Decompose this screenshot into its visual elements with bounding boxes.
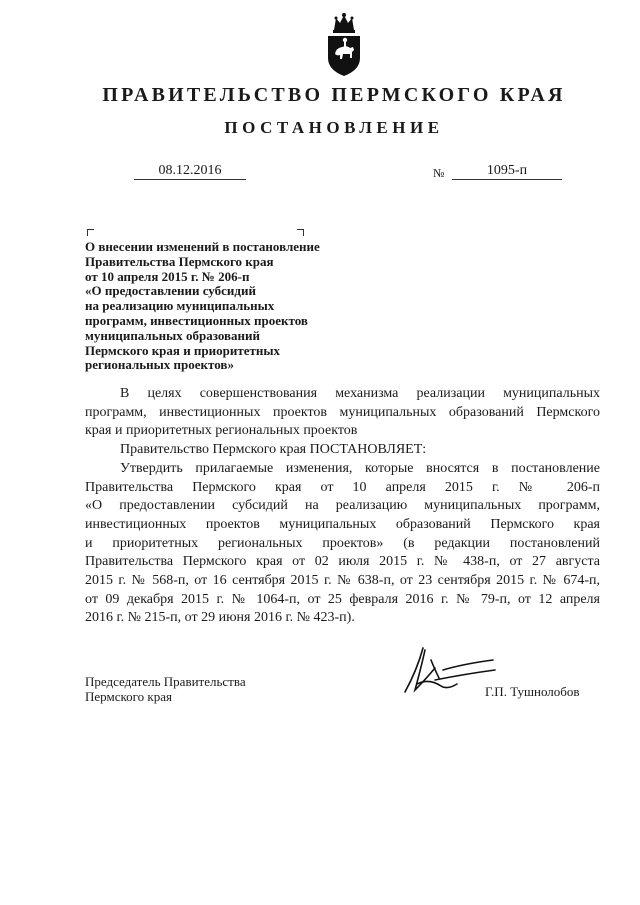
document-subject [85, 240, 375, 373]
subject-line: на реализацию муниципальных [85, 298, 275, 314]
subject-line: Правительства Пермского края [85, 253, 274, 269]
subject-line: «О предоставлении субсидий [85, 283, 256, 299]
subject-line: от 10 апреля 2015 г. № 206-п [85, 268, 250, 284]
body-line: от 09 декабря 2015 г. № 1064-п, от 25 февраля 2016 г. № 79-п, от 12 апреля [85, 591, 600, 607]
body-line: Утвердить прилагаемые изменения, которые вносятся в постановление [120, 460, 600, 476]
body-line: края и приоритетных региональных проектов [85, 423, 358, 439]
subject-line: региональных проектов» [85, 357, 234, 373]
subject-line: муниципальных образований [85, 327, 261, 343]
body-line: 2015 г. № 568-п, от 16 сентября 2015 г. № 638-п, от 23 сентября 2015 г. № 674-п, [85, 573, 600, 589]
signer-position [85, 674, 246, 704]
subject-line: Пермского края и приоритетных [85, 342, 281, 358]
document-number: 1095-п [452, 163, 562, 180]
subject-line: программ, инвестиционных проектов [85, 312, 308, 328]
body-line: и приоритетных региональных проектов» (в редакции постановлений [85, 535, 600, 551]
body-line: 2016 г. № 215-п, от 29 июня 2016 г. № 423-п). [85, 610, 355, 626]
subject-corner-mark-left [87, 229, 94, 236]
body-line: инвестиционных проектов муниципальных образований Пермского края [85, 516, 600, 532]
document-type: ПОСТАНОВЛЕНИЕ [224, 118, 444, 137]
subject-corner-mark-right [297, 229, 304, 236]
perm-krai-coat-of-arms-icon [323, 12, 365, 78]
government-title: ПРАВИТЕЛЬСТВО ПЕРМСКОГО КРАЯ [102, 84, 566, 106]
signer-name: Г.П. Тушнолобов [485, 684, 580, 699]
body-line: программ, инвестиционных проектов муниципальных образований Пермского [85, 404, 600, 420]
document-date: 08.12.2016 [134, 163, 246, 180]
body-line: Правительства Пермского края от 10 апреля 2015 г. № 206-п [85, 479, 600, 495]
subject-line: О внесении изменений в постановление [85, 239, 320, 254]
body-line: «О предоставлении субсидий на реализацию муниципальных программ, [85, 498, 600, 514]
number-label: № [433, 166, 445, 180]
body-line: Правительство Пермского края ПОСТАНОВЛЯЕТ: [120, 442, 427, 458]
signer-position-line: Председатель Правительства [85, 674, 246, 689]
document-body [85, 385, 600, 628]
body-line: В целях совершенствования механизма реализации муниципальных [120, 386, 600, 401]
signer-position-line: Пермского края [85, 689, 172, 704]
body-line: Правительства Пермского края от 02 июля 2015 г. № 438-п, от 27 августа [85, 554, 600, 570]
